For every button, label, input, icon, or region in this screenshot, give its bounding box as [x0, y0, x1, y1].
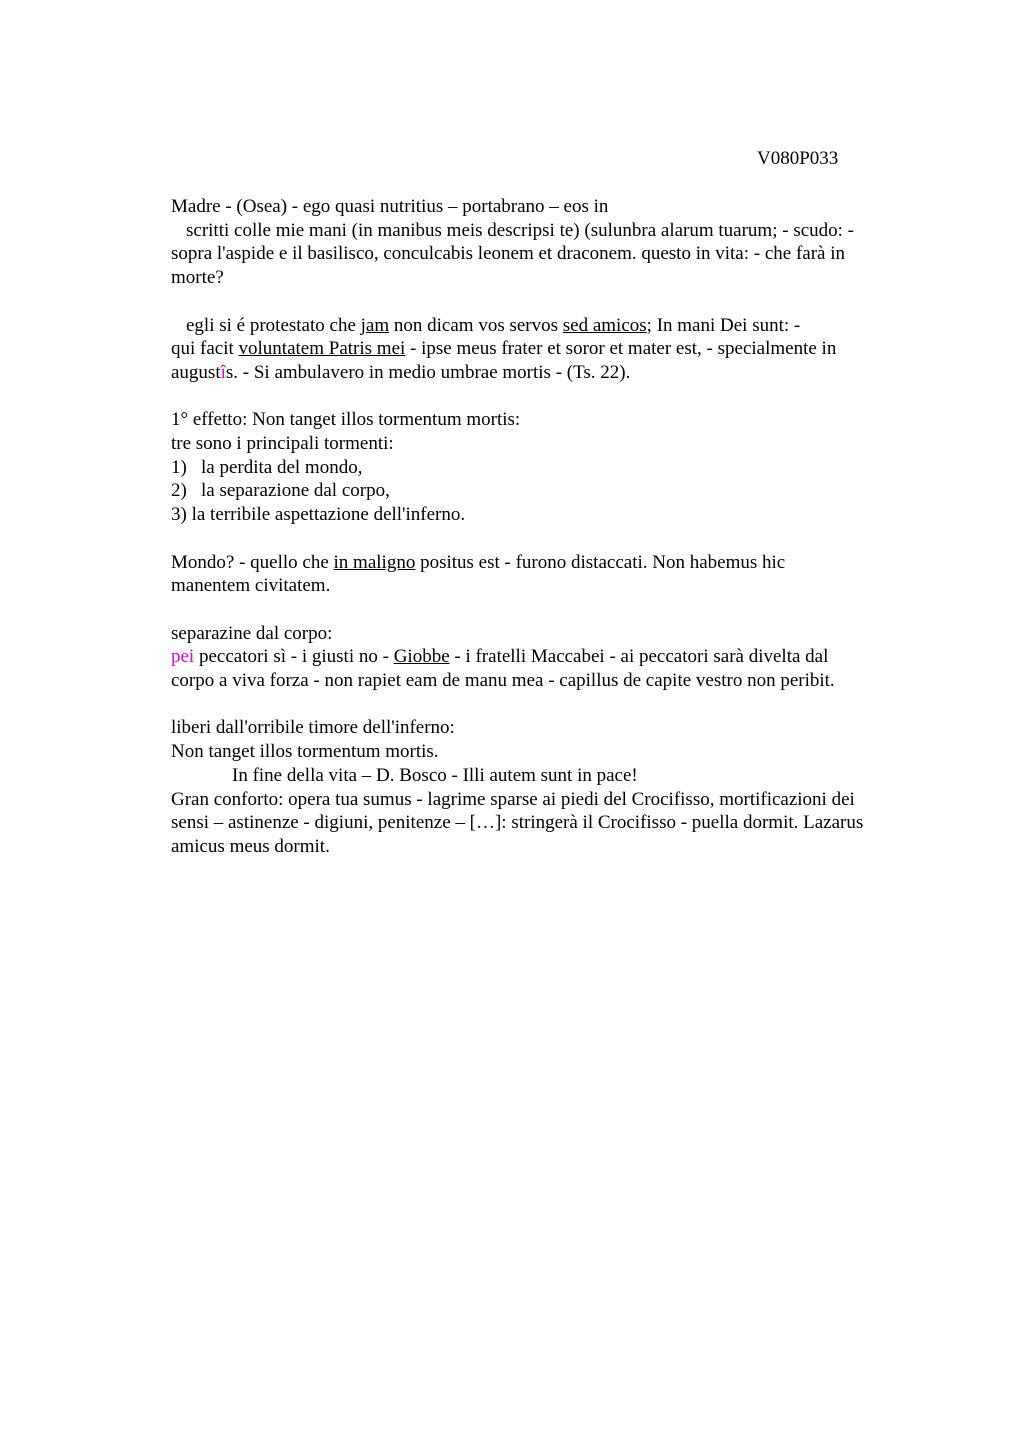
text-line: Gran conforto: opera tua sumus - lagrime sparse ai piedi del Crocifisso, mortificazioni dei — [171, 788, 855, 810]
text-span: s. - Si ambulavero in medio umbrae mortis - (Ts. 22). — [225, 361, 631, 383]
text-line — [171, 314, 946, 338]
page-id: V080P033 — [757, 148, 839, 169]
paragraph-6 — [171, 716, 946, 858]
text-span: qui facit — [171, 338, 239, 360]
text-line: In fine della vita – D. Bosco - Illi autem sunt in pace! — [232, 764, 638, 786]
underlined-text: in maligno — [333, 551, 416, 573]
list-text: la perdita del mondo, — [201, 456, 363, 478]
paragraph-3 — [171, 408, 946, 527]
text-span: - ipse meus frater et soror et mater est, - specialmente in — [405, 338, 837, 360]
text-span: peccatori sì - i giusti no - — [194, 646, 394, 668]
text-span: ; In mani Dei sunt: - — [646, 314, 801, 336]
text-span: - i fratelli Maccabei - ai peccatori sarà divelta dal — [449, 646, 829, 668]
list-number: 1) — [171, 456, 187, 478]
list-number: 2) — [171, 480, 187, 502]
paragraph-5 — [171, 622, 946, 693]
paragraph-2 — [171, 314, 946, 385]
text-span: positus est - furono distaccati. Non habemus hic — [415, 551, 786, 573]
text-line: sensi – astinenze - digiuni, penitenze – […]: stringerà il Crocifisso - puella dormit. Lazarus — [171, 812, 864, 834]
text-line: morte? — [171, 267, 224, 289]
text-span: egli si é protestato che — [186, 314, 361, 336]
paragraph-4 — [171, 551, 946, 598]
text-line: Non tanget illos tormentum mortis. — [171, 741, 439, 763]
underlined-text: voluntatem Patris mei — [238, 338, 406, 360]
text-line: manentem civitatem. — [171, 575, 331, 597]
text-line: 3) la terribile aspettazione dell'inferno. — [171, 504, 466, 526]
text-line: 1° effetto: Non tanget illos tormentum mortis: — [171, 409, 521, 431]
text-line — [171, 361, 946, 385]
annotation-text: pei — [171, 646, 195, 668]
text-line: corpo a viva forza - non rapiet eam de manu mea - capillus de capite vestro non peribit. — [171, 670, 835, 691]
underlined-text: sed amicos — [562, 314, 647, 336]
text-line: sopra l'aspide e il basilisco, conculcabis leonem et draconem. questo in vita: - che farà in — [171, 243, 845, 265]
text-line: amicus meus dormit. — [171, 835, 330, 857]
paragraph-1 — [171, 195, 946, 290]
text-span: august — [171, 361, 221, 383]
underlined-text: jam — [360, 314, 390, 336]
text-line: scritti colle mie mani (in manibus meis descripsi te) (sulunbra alarum tuarum; - scudo: - — [186, 219, 854, 241]
list-item — [171, 479, 946, 503]
text-line: liberi dall'orribile timore dell'inferno: — [171, 717, 455, 739]
text-line: Madre - (Osea) - ego quasi nutritius – portabrano – eos in — [171, 196, 609, 217]
text-line: separazine dal corpo: — [171, 622, 333, 644]
text-line — [171, 645, 946, 669]
text-line: tre sono i principali tormenti: — [171, 433, 394, 454]
annotation-text: î — [220, 361, 226, 383]
text-line — [171, 551, 946, 575]
text-span: non dicam vos servos — [389, 314, 563, 336]
underlined-text: Giobbe — [393, 646, 450, 668]
text-span: Mondo? - quello che — [171, 551, 334, 573]
text-line — [171, 337, 946, 361]
document-body — [171, 195, 946, 882]
list-item — [171, 456, 946, 480]
list-text: la separazione dal corpo, — [201, 480, 390, 502]
